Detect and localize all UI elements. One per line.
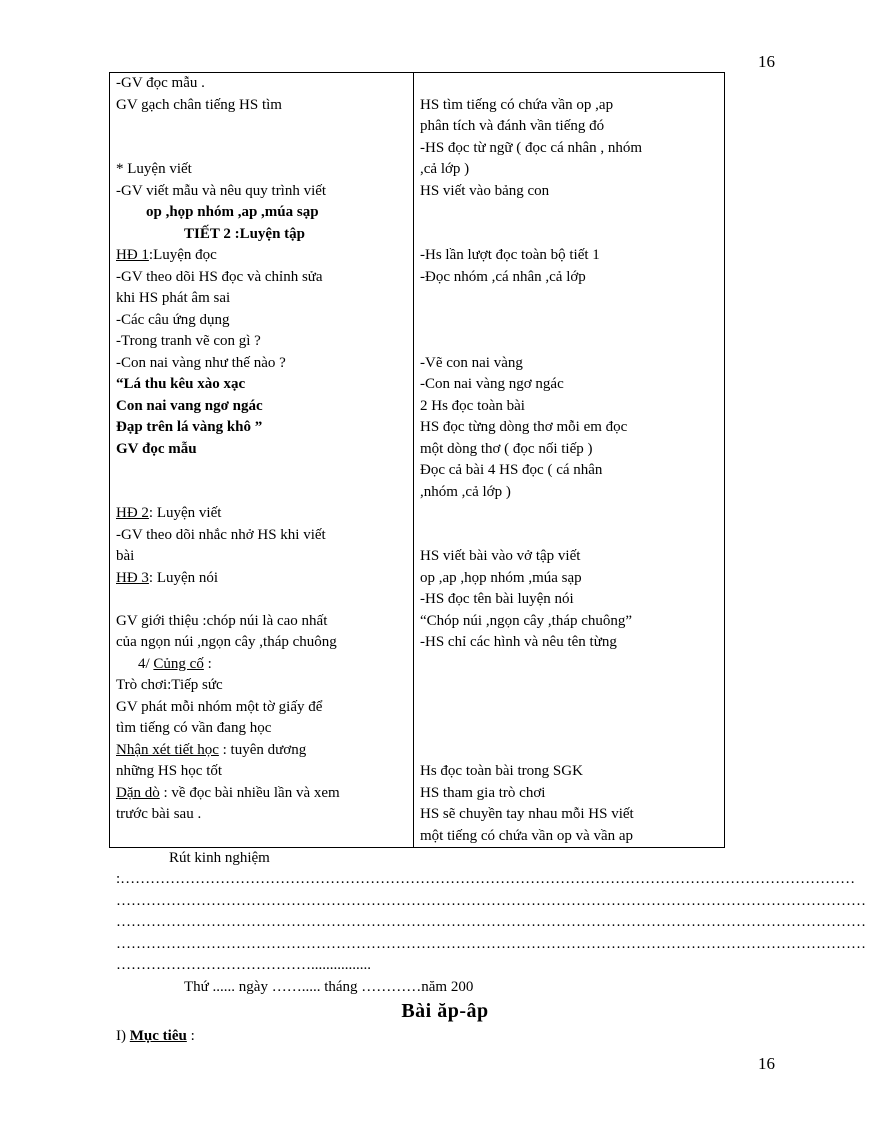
underlined-label: HĐ 3: [116, 569, 149, 586]
underlined-label: Nhận xét tiết học: [116, 741, 219, 758]
student-activity-column: [414, 73, 725, 848]
lesson-title: Bài ăp-âp: [401, 1000, 489, 1022]
review-dotted-line: ……………………………………………………………………………………………………………………………………: [116, 892, 866, 909]
text-line: GV phát mỗi nhóm một tờ giấy để: [116, 698, 323, 715]
text-line: [420, 288, 724, 310]
text-line: 4/ Củng cố :: [138, 655, 212, 672]
text-line: [420, 503, 724, 525]
text-line: [420, 697, 724, 719]
underlined-label: Củng cố: [153, 655, 204, 672]
text-line: HĐ 3: Luyện nói: [116, 569, 219, 586]
text-line: HS đọc từng dòng thơ mỗi em đọc: [420, 419, 628, 435]
lesson-table: [109, 72, 725, 848]
text-line: “Chóp núi ,ngọn cây ,tháp chuông”: [420, 612, 633, 629]
text-line: [420, 73, 724, 95]
text-line: [420, 202, 724, 224]
text-line: -Các câu ứng dụng: [116, 311, 230, 328]
text-line: op ,họp nhóm ,ap ,múa sạp: [146, 204, 319, 220]
text-line: op ,ap ,họp nhóm ,múa sạp: [420, 569, 582, 586]
text-line: -GV theo dõi nhắc nhở HS khi viết: [116, 526, 326, 543]
underlined-label: HĐ 2: [116, 505, 149, 521]
text-line: -Hs lần lượt đọc toàn bộ tiết 1: [420, 247, 600, 263]
text-line: ,cả lớp ): [420, 161, 470, 177]
text-line: phân tích và đánh vần tiếng đó: [420, 118, 605, 134]
text-line: GV đọc mẫu: [116, 440, 197, 457]
text-line: Con nai vang ngơ ngác: [116, 397, 263, 414]
text-line: -HS đọc tên bài luyện nói: [420, 591, 574, 607]
text-line: ,nhóm ,cả lớp ): [420, 483, 511, 500]
text-line: [420, 654, 724, 676]
text-line: Dặn dò : về đọc bài nhiều lần và xem: [116, 784, 340, 801]
text-line: HS viết bài vào vở tập viết: [420, 548, 581, 564]
text-line: HĐ 1:Luyện đọc: [116, 247, 217, 263]
text-line: [116, 138, 413, 160]
text-line: [420, 740, 724, 762]
teacher-activity-column: [110, 73, 414, 848]
text-line: TIẾT 2 :Luyện tập: [184, 225, 306, 242]
underlined-label: Dặn dò: [116, 784, 160, 801]
text-line: -GV theo dõi HS đọc và chỉnh sửa: [116, 268, 323, 285]
text-line: -Đọc nhóm ,cá nhân ,cả lớp: [420, 268, 586, 285]
text-line: -Con nai vàng như thế nào ?: [116, 354, 286, 371]
text-line: -Con nai vàng ngơ ngác: [420, 376, 564, 392]
text-line: GV giới thiệu :chóp núi là cao nhất: [116, 612, 328, 629]
text-line: 2 Hs đọc toàn bài: [420, 397, 525, 414]
text-line: HS viết vào bảng con: [420, 182, 550, 199]
text-line: HS tìm tiếng có chứa vần op ,ap: [420, 96, 614, 113]
text-line: [420, 718, 724, 740]
text-line: Trò chơi:Tiếp sức: [116, 677, 223, 693]
review-label: Rút kinh nghiệm: [169, 850, 270, 866]
text-line: “Lá thu kêu xào xạc: [116, 376, 246, 392]
text-line: [116, 460, 413, 482]
text-line: khi HS phát âm sai: [116, 290, 231, 306]
review-dotted-line: :…………………………………………………………………………………………………………………………………: [116, 871, 856, 887]
text-line: [116, 589, 413, 611]
text-line: [116, 482, 413, 504]
text-line: -Trong tranh vẽ con gì ?: [116, 333, 261, 349]
text-line: một tiếng có chứa vần op và vần ap: [420, 827, 634, 844]
underlined-label: HĐ 1: [116, 247, 149, 263]
text-line: HĐ 2: Luyện viết: [116, 505, 222, 521]
objectives-heading: [116, 1026, 195, 1048]
text-line: những HS học tốt: [116, 763, 223, 779]
text-line: * Luyện viết: [116, 161, 192, 177]
review-dotted-line: …………………………………................: [116, 957, 371, 973]
text-line: GV gạch chân tiếng HS tìm: [116, 96, 282, 113]
text-line: [420, 224, 724, 246]
text-line: -Vẽ con nai vàng: [420, 354, 523, 371]
text-line: [420, 525, 724, 547]
page-number-bottom: 16: [758, 1054, 775, 1073]
text-line: Đọc cả bài 4 HS đọc ( cá nhân: [420, 462, 603, 478]
text-line: HS sẽ chuyền tay nhau mỗi HS viết: [420, 806, 634, 822]
text-line: [420, 310, 724, 332]
text-line: -GV viết mẫu và nêu quy trình viết: [116, 182, 327, 199]
text-line: Đạp trên lá vàng khô ”: [116, 419, 263, 435]
text-line: bài: [116, 548, 135, 564]
text-line: Nhận xét tiết học : tuyên dương: [116, 741, 307, 758]
text-line: [420, 331, 724, 353]
text-line: -HS chỉ các hình và nêu tên từng: [420, 634, 617, 650]
text-line: Hs đọc toàn bài trong SGK: [420, 763, 583, 779]
text-line: HS tham gia trò chơi: [420, 784, 546, 801]
text-line: -GV đọc mẫu .: [116, 75, 205, 91]
review-dotted-line: ……………………………………………………………………………………………………………………………………: [116, 935, 866, 952]
text-line: của ngọn núi ,ngọn cây ,tháp chuông: [116, 634, 337, 650]
text-line: [116, 116, 413, 138]
text-line: trước bài sau .: [116, 806, 202, 822]
text-line: -HS đọc từ ngữ ( đọc cá nhân , nhóm: [420, 139, 643, 156]
review-dotted-line: ……………………………………………………………………………………………………………………………………: [116, 914, 866, 930]
text-line: I) Mục tiêu :: [116, 1028, 195, 1044]
text-line: [420, 675, 724, 697]
text-line: một dòng thơ ( đọc nối tiếp ): [420, 440, 593, 457]
date-line: Thứ ...... ngày ……..... tháng …………năm 200: [184, 979, 474, 995]
page-number-top: 16: [758, 52, 775, 71]
underlined-label: Mục tiêu: [129, 1028, 187, 1044]
text-line: tìm tiếng có vần đang học: [116, 720, 272, 736]
